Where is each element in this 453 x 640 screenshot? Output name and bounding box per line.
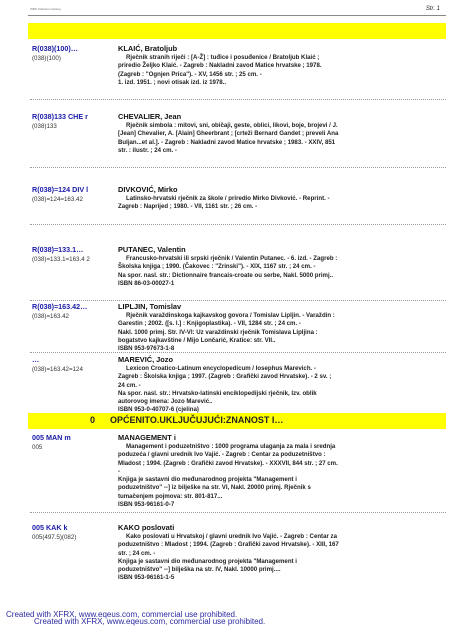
call-number: … [32, 355, 40, 364]
entry-description [118, 365, 430, 415]
entry-heading: KAKO poslovati [118, 523, 175, 532]
description-line: ISBN 86-03-00027-1 [118, 279, 175, 287]
call-number: R(038)=133.1… [32, 245, 84, 254]
description-line: [Jean] Chevalier, A. [Alain] Gheerbrant ; [crteži Bernard Gandet ; preveli Ana [118, 130, 339, 138]
description-line: ISBN 953-96161-1-5 [118, 574, 175, 582]
entry-separator [30, 167, 446, 168]
description-line: Nakl. 1000 primj. Str. IV-VI: Uz varaždinski rječnik Tomislava Lipljina : [118, 328, 318, 336]
call-number: R(038)=124 DIV l [32, 185, 89, 194]
description-line: Mladost ; 1994. (Zagreb : Grafički zavod Hrvatske). - XXXVII, 844 str. ; 27 cm. [118, 459, 338, 467]
watermark-text: Created with XFRX, www.eqeus.com, commercial use prohibited. [34, 617, 266, 626]
classification-code: (038)=163.42=124 [32, 366, 83, 373]
description-line: ISBN 953-97673-1-8 [118, 345, 175, 353]
description-line: (Zagreb : "Ognjen Prica"). - XV, 1456 str. ; 25 cm. - [118, 70, 262, 78]
description-line: Zagreb : Naprijed ; 1980. - VII, 1161 str. ; 26 cm. - [118, 203, 258, 211]
classification-code: (038)(100) [32, 55, 61, 62]
entry-heading: MANAGEMENT i [118, 433, 176, 442]
section-title: OPĆENITO.UKLJUČUJUĆI:ZNANOST I… [110, 415, 284, 425]
header-left-tag: ISBN Software Katalog [30, 7, 61, 11]
entry-heading: DIVKOVIĆ, Mirko [118, 185, 178, 194]
description-line: Management i poduzetništvo : 1000 programa ulaganja za mala i srednja [126, 443, 336, 450]
entry-description [118, 54, 430, 87]
entry-separator [30, 300, 446, 301]
entry-separator [30, 224, 446, 225]
description-line: poduzetništvo" --] iz bilješke na str. VI, Nakl. 20000 primj. Rječnik s [118, 484, 311, 492]
description-line: Rječnik simbola : mitovi, sni, običaji, geste, oblici, likovi, boje, brojevi / J. [126, 122, 338, 129]
call-number: R(038)=163.42… [32, 302, 88, 311]
description-line: tumačenjem pojmova: str. 801-817... [118, 492, 223, 500]
description-line: Na spor. nasl. str.: Hrvatsko-latinski enciklopedijski rječnik, Izv. oblik [118, 389, 317, 397]
description-line: ISBN 953-96161-0-7 [118, 501, 175, 509]
description-line: Lexicon Croatico-Latinum encyclopedicum / Iosephus Marevich. - [126, 365, 316, 372]
classification-code: 005(497.5)(082) [32, 534, 77, 541]
description-line: Garestin ; 2002. ([s. l.] : Knjigoplastika). - VII, 1284 str. ; 24 cm. - [118, 320, 301, 328]
section-heading-bar [28, 413, 446, 429]
description-line: str. ; 24 cm. - [118, 549, 156, 557]
entry-description [118, 122, 430, 155]
description-line: bogatstvo kajkavštine / Mijo Lončarić, Kratice: str. VII.. [118, 336, 276, 344]
description-line: Knjiga je sastavni dio međunarodnog projekta "Management i [118, 476, 297, 484]
top-highlight-bar [28, 23, 446, 39]
entry-description [118, 312, 430, 353]
description-line: Rječnik varaždinskoga kajkavskog govora / Tomislav Lipljin. - Varaždin : [126, 312, 335, 319]
call-number: 005 KAK k [32, 523, 68, 532]
entry-heading: PUTANEC, Valentin [118, 245, 186, 254]
description-line: poduzetništvo : Mladost ; 1994. (Zagreb : Grafički zavod Hrvatske). - XIII, 167 [118, 541, 339, 549]
classification-code: (038)133 [32, 123, 57, 130]
description-line: Kako poslovati u Hrvatskoj / glavni urednik Ivo Vajić. - Zagreb : Centar za [126, 533, 337, 540]
description-line: Latinsko-hrvatski rječnik za škole / priredio Mirko Divković. - Reprint. - [126, 195, 330, 202]
entry-description [118, 255, 430, 288]
description-line: Rječnik stranih riječi : [A-Ž] : tuđice i posuđenice / Bratoljub Klaić ; [126, 54, 320, 61]
call-number: R(038)133 CHE r [32, 112, 88, 121]
description-line: priredio Željko Klaić. - Zagreb : Nakladni zavod Matice hrvatske ; 1978. [118, 62, 322, 70]
classification-code: (038)=133.1=163.4 2 [32, 256, 90, 263]
header-rule [28, 15, 446, 16]
description-line: poduzeća / glavni urednik Ivo Vajić. - Zagreb : Centar za poduzetništvo : [118, 451, 326, 459]
description-line: - [118, 467, 121, 475]
description-line: Na spor. nasl. str.: Dictionnaire francais-croate ou serbe, Nakl. 5000 primj.. [118, 271, 334, 279]
description-line: 1. izd. 1951. ; novi otisak izd. iz 1978.. [118, 78, 227, 86]
classification-code: (038)=124=163.42 [32, 196, 83, 203]
description-line: str. : ilustr. ; 24 cm. - [118, 146, 177, 154]
description-line: autorovog imena: Jozo Marević.. [118, 398, 213, 406]
call-number: R(038)(100)… [32, 44, 78, 53]
entry-heading: LIPLJIN, Tomislav [118, 302, 182, 311]
entry-description [118, 195, 430, 212]
page-header [28, 6, 446, 16]
section-number: 0 [90, 415, 96, 425]
watermark-text: Created with XFRX, www.eqeus.com, commercial use prohibited. [6, 610, 238, 619]
entry-separator [30, 99, 446, 100]
entry-heading: KLAIĆ, Bratoljub [118, 44, 178, 53]
entry-description [118, 443, 430, 509]
description-line: Francusko-hrvatski ili srpski rječnik / Valentin Putanec. - 6. izd. - Zagreb : [126, 255, 338, 262]
description-line: Zagreb : Školska knjiga ; 1997. (Zagreb : Grafički zavod Hrvatske). - 2 sv. ; [118, 373, 332, 381]
entry-separator [30, 352, 446, 353]
entry-description [118, 533, 430, 583]
entry-heading: CHEVALIER, Jean [118, 112, 182, 121]
description-line: 24 cm. - [118, 381, 141, 389]
call-number: 005 MAN m [32, 433, 71, 442]
classification-code: 005 [32, 444, 43, 451]
description-line: Knjiga je sastavni dio međunarodnog projekta "Management i [118, 557, 297, 565]
classification-code: (038)=163.42 [32, 313, 69, 320]
description-line: ISBN 953-0-40707-6 (cjelina) [118, 406, 199, 414]
description-line: poduzetništvo" --] bilješka na str. IV, Nakl. 10000 primj.... [118, 566, 281, 574]
entry-heading: MAREVIĆ, Jozo [118, 355, 174, 364]
page-number: Str. 1 [425, 6, 440, 12]
description-line: Buljan...et al.]. - Zagreb : Nakladni zavod Matice hrvatske ; 1983. - XXIV, 851 [118, 138, 336, 146]
description-line: Školska knjiga ; 1990. (Čakovec : "Zrinski"). - XIX, 1167 str. ; 24 cm. - [118, 263, 316, 271]
entry-separator [30, 512, 446, 513]
